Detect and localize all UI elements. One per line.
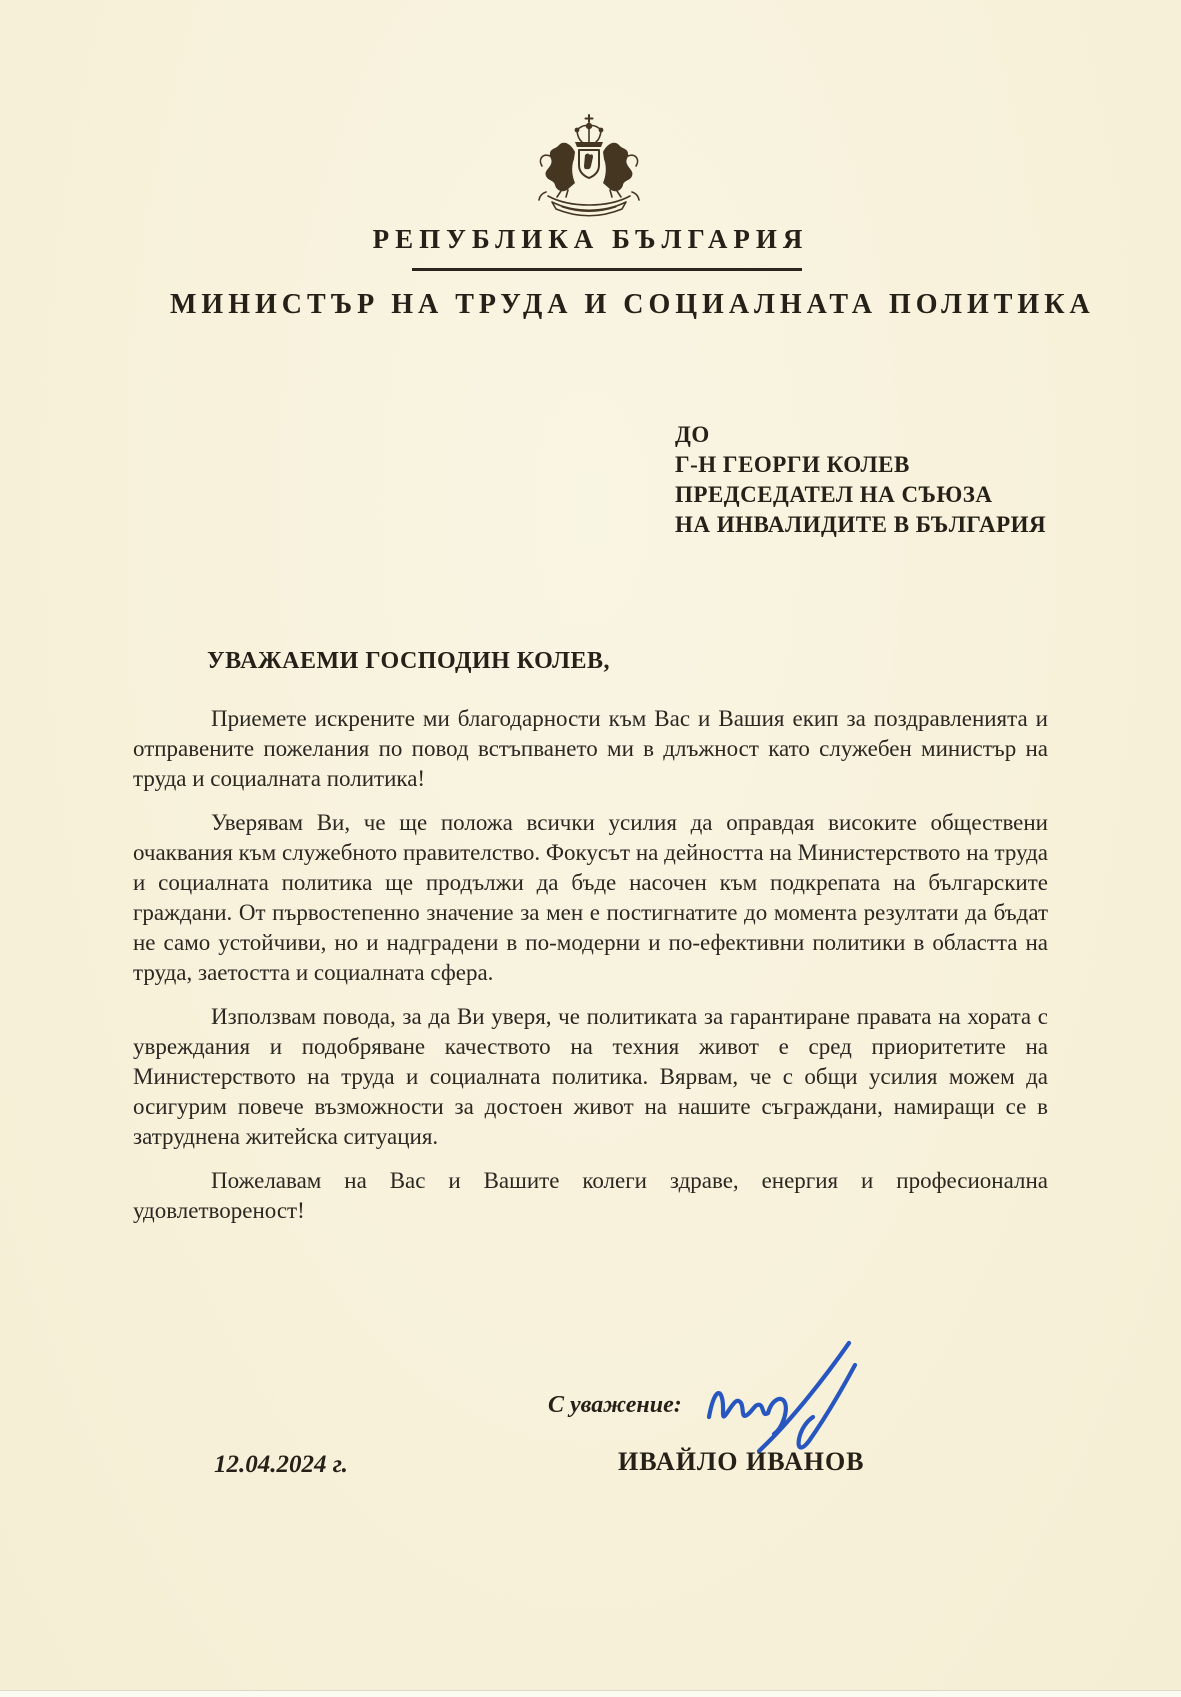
recipient-line-name: Г-Н ГЕОРГИ КОЛЕВ bbox=[675, 452, 910, 477]
recipient-block bbox=[675, 420, 1046, 540]
letter-date: 12.04.2024 г. bbox=[214, 1451, 348, 1478]
recipient-line-title-2: НА ИНВАЛИДИТЕ В БЪЛГАРИЯ bbox=[675, 512, 1047, 537]
paragraph-2: Уверявам Ви, че ще положа всички усилия да оправдая високите обществени очаквания към служебното правителство. Фокусът на дейността на Министерството на труда и социалната политика ще продължи да бъде насочен към подкрепата на българските граждани. От първостепенно значение за мен е постигнатите до момента резултати да бъдат не само устойчиви, но и надградени в по-модерни и по-ефективни политики в областта на труда, заетостта и социалната сфера. bbox=[133, 810, 1048, 985]
paragraph-1: Приемете искрените ми благодарности към Вас и Вашия екип за поздравленията и отправените пожелания по повод встъпването ми в длъжност като служебен министър на труда и социалната политика! bbox=[133, 706, 1048, 791]
scan-edge bbox=[0, 1690, 1181, 1697]
letter-body bbox=[133, 704, 1048, 1240]
closing-phrase: С уважение: bbox=[548, 1392, 682, 1418]
coat-of-arms-icon bbox=[528, 112, 650, 218]
recipient-line-to: ДО bbox=[675, 422, 710, 447]
signer-name: ИВАЙЛО ИВАНОВ bbox=[618, 1447, 865, 1476]
republic-title: РЕПУБЛИКА БЪЛГАРИЯ bbox=[372, 224, 809, 254]
recipient-line-title-1: ПРЕДСЕДАТЕЛ НА СЪЮЗА bbox=[675, 482, 993, 507]
salutation: УВАЖАЕМИ ГОСПОДИН КОЛЕВ, bbox=[207, 648, 610, 674]
ministry-title: МИНИСТЪР НА ТРУДА И СОЦИАЛНАТА ПОЛИТИКА bbox=[170, 289, 1095, 320]
title-underline bbox=[412, 268, 802, 271]
handwritten-signature-icon bbox=[703, 1337, 871, 1457]
paragraph-3: Използвам повода, за да Ви уверя, че политиката за гарантиране правата на хората с увреждания и подобряване качеството на техния живот е сред приоритетите на Министерството на труда и социалната политика. Вярвам, че с общи усилия можем да осигурим повече възможности за достоен живот на нашите съграждани, намиращи се в затруднена житейска ситуация. bbox=[133, 1004, 1048, 1149]
paragraph-4: Пожелавам на Вас и Вашите колеги здраве, енергия и професионална удовлетвореност! bbox=[133, 1168, 1048, 1223]
